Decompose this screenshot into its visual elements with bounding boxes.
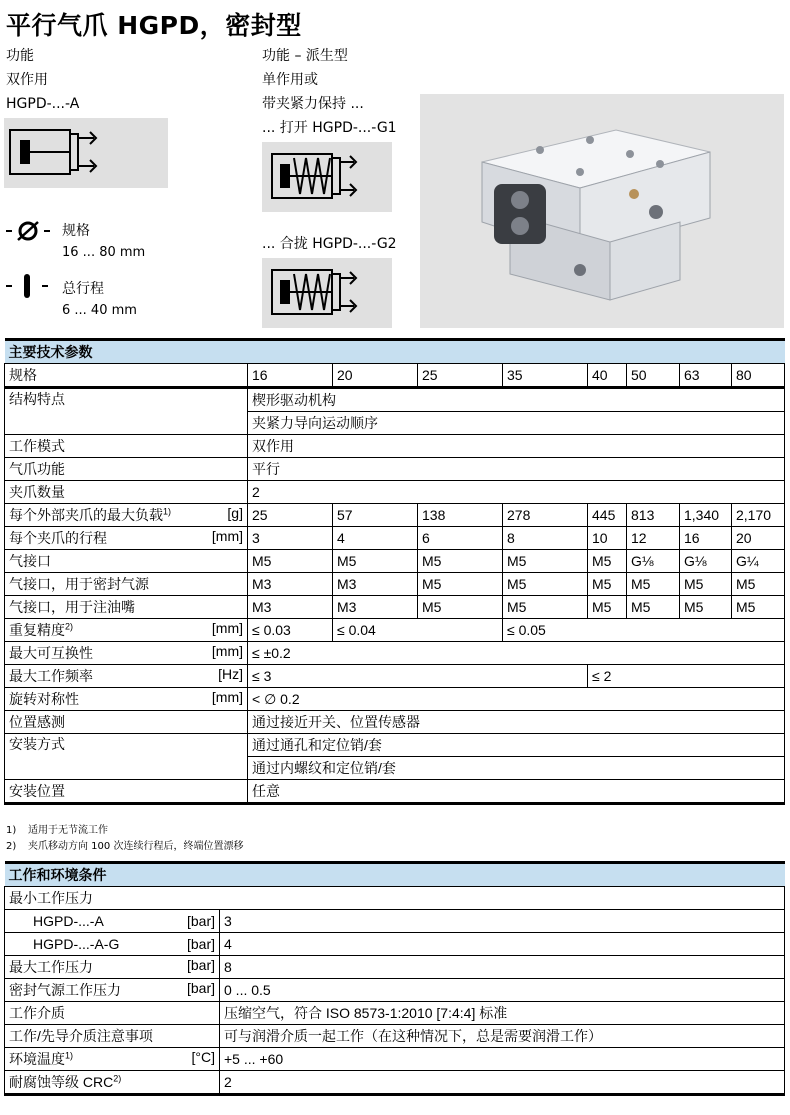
spec-stroke-label: 总行程 xyxy=(62,281,104,297)
crc-label-cell xyxy=(5,1071,220,1095)
max-pressure-value: 8 xyxy=(220,956,785,979)
symmetry-label: 旋转对称性 xyxy=(9,691,79,707)
load-cell: 138 xyxy=(418,504,503,527)
stroke-cell: 10 xyxy=(588,527,627,550)
stroke-cell: 6 xyxy=(418,527,503,550)
min-pressure-a-value: 3 xyxy=(220,910,785,933)
max-pressure-label-cell xyxy=(5,956,220,979)
port-cell: M5 xyxy=(418,550,503,573)
stroke-unit: [mm] xyxy=(211,528,243,544)
freq-label: 最大工作频率 xyxy=(9,668,93,684)
mode-label: 工作模式 xyxy=(5,435,248,458)
structure-value: 楔形驱动机构 xyxy=(248,388,785,412)
port-cell: G⅛ xyxy=(680,550,732,573)
oil-port-cell: M5 xyxy=(680,596,732,619)
count-label: 夹爪数量 xyxy=(5,481,248,504)
structure-value: 夹紧力导向运动顺序 xyxy=(248,412,785,435)
repeat-cell: ≤ 0.03 xyxy=(248,619,333,642)
oil-port-cell: M5 xyxy=(503,596,588,619)
freq-cell: ≤ 3 xyxy=(248,665,588,688)
seal-port-cell: M5 xyxy=(732,573,785,596)
interchange-unit: [mm] xyxy=(211,643,243,659)
stroke-cell: 20 xyxy=(732,527,785,550)
load-footnote-ref: 1) xyxy=(163,506,172,517)
sensing-value: 通过接近开关、位置传感器 xyxy=(248,711,785,734)
func-label: 气爪功能 xyxy=(5,458,248,481)
load-cell: 813 xyxy=(627,504,680,527)
freq-label-cell xyxy=(5,665,248,688)
seal-port-cell: M5 xyxy=(680,573,732,596)
crc-value: 2 xyxy=(220,1071,785,1095)
medium-label: 工作介质 xyxy=(5,1002,220,1025)
size-cell: 80 xyxy=(732,364,785,388)
stroke-cell: 4 xyxy=(333,527,418,550)
min-pressure-a-unit: [bar] xyxy=(186,913,215,929)
seal-pressure-label: 密封气源工作压力 xyxy=(9,982,121,998)
stroke-icon xyxy=(6,272,50,300)
min-pressure-a-label-cell xyxy=(5,910,220,933)
stroke-cell: 3 xyxy=(248,527,333,550)
symmetry-value: < ∅ 0.2 xyxy=(248,688,785,711)
mounting-value: 通过内螺纹和定位销/套 xyxy=(248,757,785,780)
spec-size-value: 16 ... 80 mm xyxy=(62,245,146,260)
stroke-label: 每个夹爪的行程 xyxy=(9,530,107,546)
seal-pressure-label-cell xyxy=(5,979,220,1002)
interchange-label: 最大可互换性 xyxy=(9,645,93,661)
port-cell: G⅛ xyxy=(627,550,680,573)
variant-line1: 单作用或 xyxy=(262,72,318,88)
seal-pressure-unit: [bar] xyxy=(186,980,215,996)
medium-value: 压缩空气，符合 ISO 8573-1:2010 [7:4:4] 标准 xyxy=(220,1002,785,1025)
variant-g1: ... 打开 HGPD-...-G1 xyxy=(262,120,397,136)
spec-stroke-value: 6 ... 40 mm xyxy=(62,303,137,318)
temp-unit: [°C] xyxy=(191,1049,215,1065)
port-cell: M5 xyxy=(503,550,588,573)
double-acting-symbol xyxy=(4,118,168,188)
size-cell: 50 xyxy=(627,364,680,388)
min-pressure-g-label: HGPD-...-A-G xyxy=(33,936,120,952)
stroke-cell: 8 xyxy=(503,527,588,550)
conditions-table xyxy=(4,861,785,1096)
temp-label: 环境温度 xyxy=(9,1051,65,1067)
repeat-label: 重复精度 xyxy=(9,622,65,638)
load-label: 每个外部夹爪的最大负载 xyxy=(9,507,163,523)
max-pressure-unit: [bar] xyxy=(186,957,215,973)
seal-port-cell: M3 xyxy=(248,573,333,596)
load-cell: 57 xyxy=(333,504,418,527)
position-value: 任意 xyxy=(248,780,785,804)
oil-port-cell: M5 xyxy=(732,596,785,619)
port-cell: M5 xyxy=(333,550,418,573)
interchange-value: ≤ ±0.2 xyxy=(248,642,785,665)
diameter-icon xyxy=(6,220,50,242)
crc-footnote-ref: 2) xyxy=(113,1073,122,1084)
func-value: 平行 xyxy=(248,458,785,481)
load-cell: 2,170 xyxy=(732,504,785,527)
size-cell: 40 xyxy=(588,364,627,388)
footnote-2 xyxy=(6,840,243,854)
mounting-label: 安装方式 xyxy=(5,734,248,780)
footnote-2-text: 夹爪移动方向 100 次连续行程后，终端位置漂移 xyxy=(28,841,244,852)
position-label: 安装位置 xyxy=(5,780,248,804)
seal-pressure-value: 0 ... 0.5 xyxy=(220,979,785,1002)
size-cell: 25 xyxy=(418,364,503,388)
pilot-value: 可与润滑介质一起工作（在这种情况下，总是需要润滑工作） xyxy=(220,1025,785,1048)
load-cell: 445 xyxy=(588,504,627,527)
mounting-value: 通过通孔和定位销/套 xyxy=(248,734,785,757)
port-cell: G¼ xyxy=(732,550,785,573)
interchange-label-cell xyxy=(5,642,248,665)
table1-header: 主要技术参数 xyxy=(5,340,785,364)
temp-value: +5 ... +60 xyxy=(220,1048,785,1071)
repeat-unit: [mm] xyxy=(211,620,243,636)
function-mode: 双作用 xyxy=(6,72,48,88)
stroke-cell: 12 xyxy=(627,527,680,550)
load-cell: 1,340 xyxy=(680,504,732,527)
footnote-1 xyxy=(6,824,108,838)
symmetry-unit: [mm] xyxy=(211,689,243,705)
size-cell: 35 xyxy=(503,364,588,388)
temp-label-cell xyxy=(5,1048,220,1071)
repeat-cell: ≤ 0.05 xyxy=(503,619,785,642)
stroke-cell: 16 xyxy=(680,527,732,550)
port-label: 气接口 xyxy=(5,550,248,573)
repeat-footnote-ref: 2) xyxy=(65,621,74,632)
spec-size-label: 规格 xyxy=(62,223,90,239)
function-heading: 功能 xyxy=(6,48,34,64)
size-cell: 20 xyxy=(333,364,418,388)
size-label: 规格 xyxy=(5,364,248,388)
seal-port-label: 气接口，用于密封气源 xyxy=(5,573,248,596)
freq-unit: [Hz] xyxy=(218,666,243,682)
technical-data-table xyxy=(4,338,785,805)
min-pressure-g-value: 4 xyxy=(220,933,785,956)
function-code: HGPD-...-A xyxy=(6,96,80,112)
oil-port-cell: M5 xyxy=(588,596,627,619)
stroke-label-cell xyxy=(5,527,248,550)
port-cell: M5 xyxy=(588,550,627,573)
max-pressure-label: 最大工作压力 xyxy=(9,959,93,975)
footnote-2-num: 2) xyxy=(6,841,17,852)
oil-port-cell: M3 xyxy=(248,596,333,619)
load-cell: 25 xyxy=(248,504,333,527)
single-acting-open-symbol xyxy=(262,142,392,212)
oil-port-cell: M5 xyxy=(418,596,503,619)
seal-port-cell: M5 xyxy=(418,573,503,596)
table2-header: 工作和环境条件 xyxy=(5,863,785,887)
repeat-cell: ≤ 0.04 xyxy=(333,619,503,642)
single-acting-close-symbol xyxy=(262,258,392,328)
size-cell: 16 xyxy=(248,364,333,388)
oil-port-cell: M3 xyxy=(333,596,418,619)
structure-label: 结构特点 xyxy=(5,388,248,435)
seal-port-cell: M5 xyxy=(588,573,627,596)
page-title: 平行气爪 HGPD，密封型 xyxy=(6,11,302,40)
load-label-cell xyxy=(5,504,248,527)
variant-heading: 功能 – 派生型 xyxy=(262,48,348,64)
product-image xyxy=(420,94,784,328)
crc-label: 耐腐蚀等级 CRC xyxy=(9,1074,114,1090)
seal-port-cell: M5 xyxy=(503,573,588,596)
repeat-label-cell xyxy=(5,619,248,642)
size-cell: 63 xyxy=(680,364,732,388)
mode-value: 双作用 xyxy=(248,435,785,458)
min-pressure-label: 最小工作压力 xyxy=(5,887,785,910)
oil-port-cell: M5 xyxy=(627,596,680,619)
footnote-1-text: 适用于无节流工作 xyxy=(28,825,108,836)
variant-line2: 带夹紧力保持 ... xyxy=(262,96,364,112)
min-pressure-a-label: HGPD-...-A xyxy=(33,913,104,929)
sensing-label: 位置感测 xyxy=(5,711,248,734)
pilot-label: 工作/先导介质注意事项 xyxy=(5,1025,220,1048)
load-unit: [g] xyxy=(227,505,243,521)
variant-g2: ... 合拢 HGPD-...-G2 xyxy=(262,236,397,252)
min-pressure-g-unit: [bar] xyxy=(186,936,215,952)
footnote-1-num: 1) xyxy=(6,825,17,836)
seal-port-cell: M3 xyxy=(333,573,418,596)
freq-cell: ≤ 2 xyxy=(588,665,785,688)
seal-port-cell: M5 xyxy=(627,573,680,596)
port-cell: M5 xyxy=(248,550,333,573)
temp-footnote-ref: 1) xyxy=(65,1050,74,1061)
count-value: 2 xyxy=(248,481,785,504)
oil-port-label: 气接口，用于注油嘴 xyxy=(5,596,248,619)
load-cell: 278 xyxy=(503,504,588,527)
symmetry-label-cell xyxy=(5,688,248,711)
min-pressure-g-label-cell xyxy=(5,933,220,956)
